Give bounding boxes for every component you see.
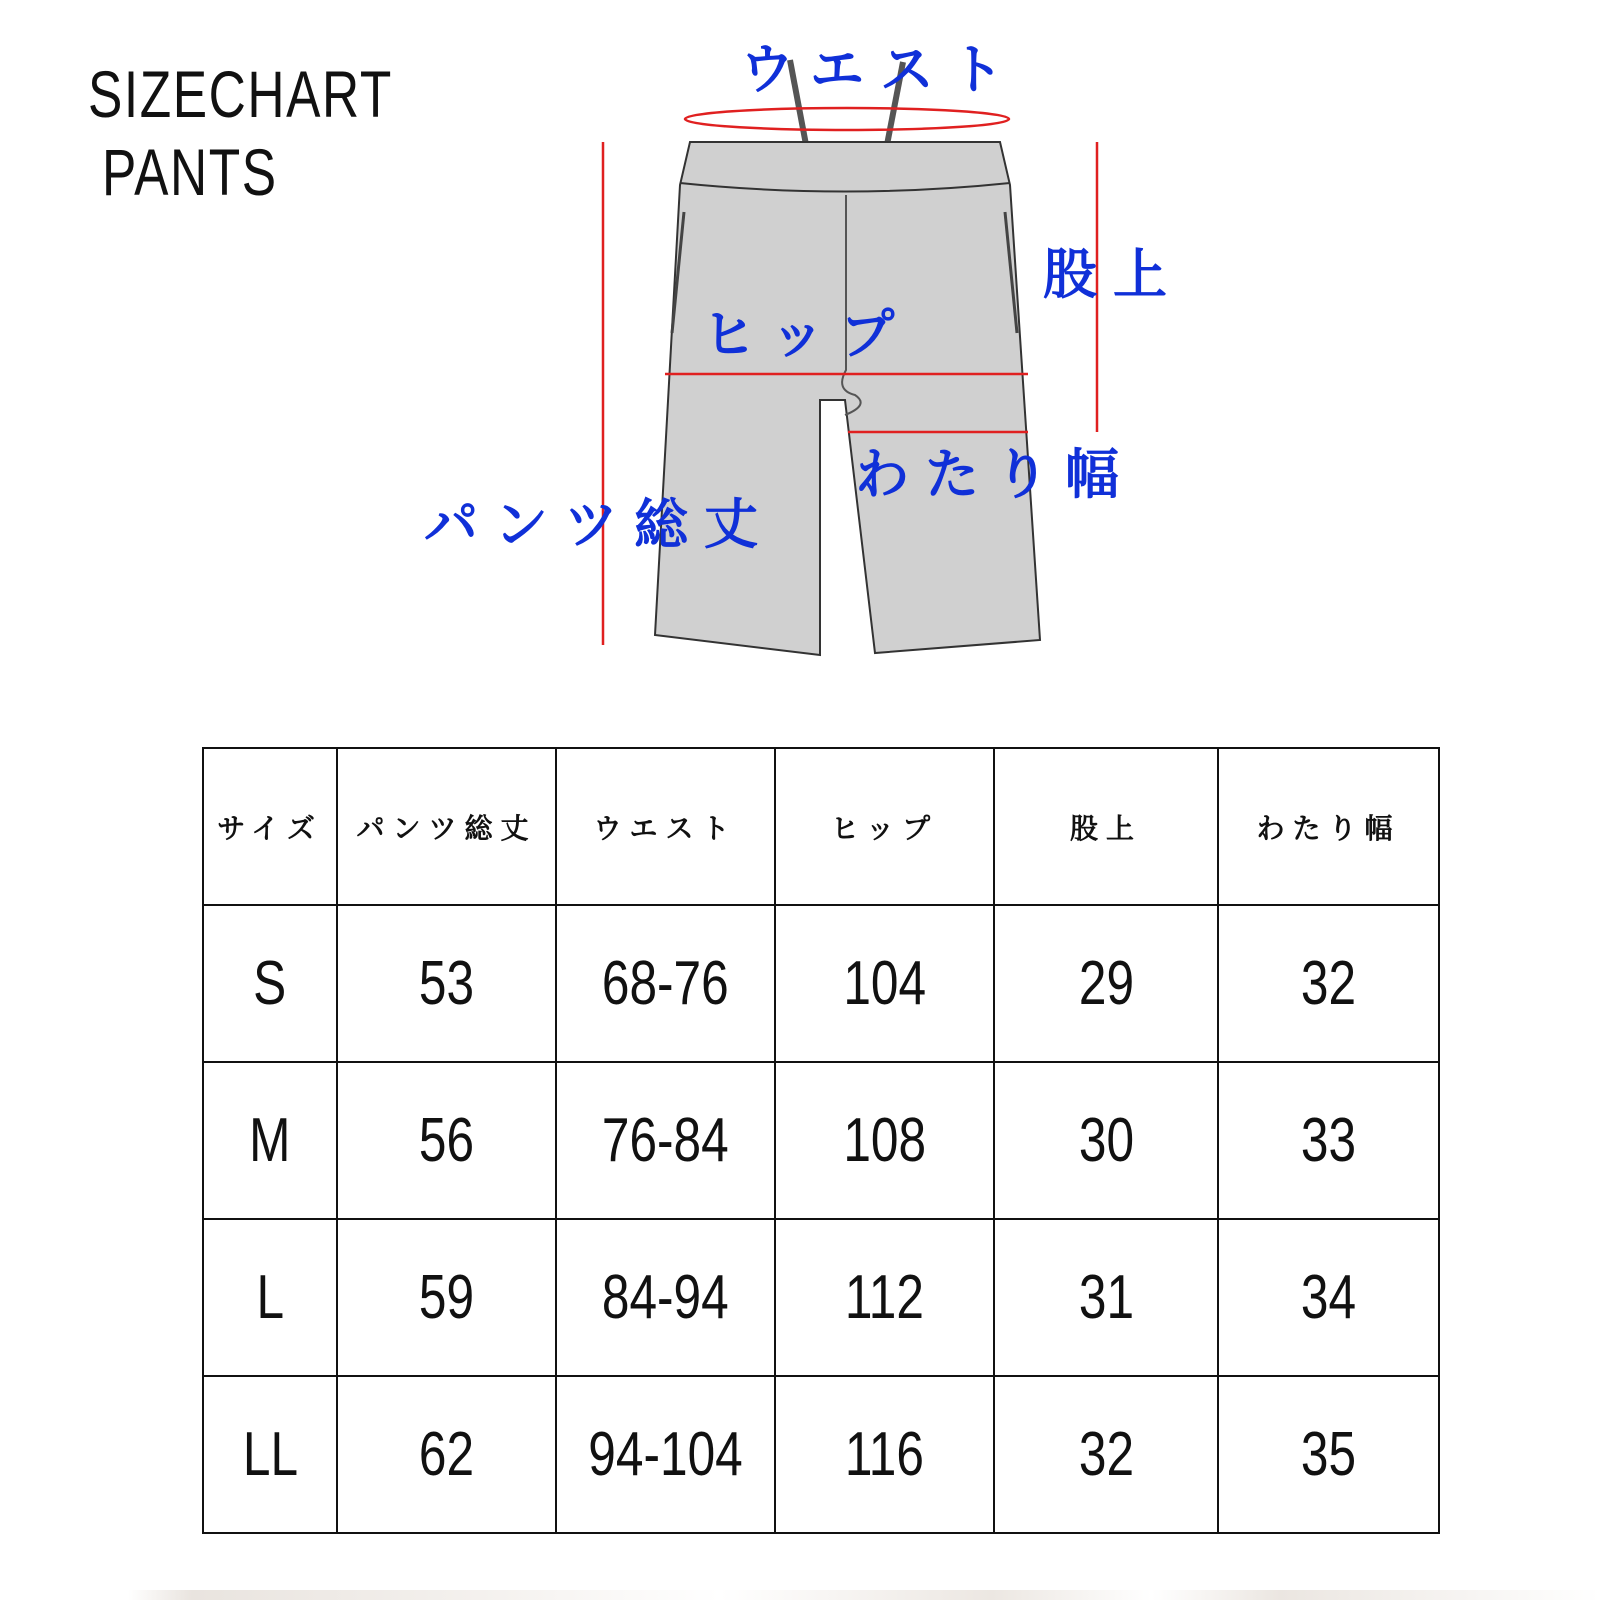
cell-waist: 68-76 — [602, 949, 729, 1018]
hip-label: ヒップ — [702, 303, 911, 366]
size-table — [202, 747, 1440, 1534]
cell-hip: 112 — [844, 1263, 925, 1332]
cell-rise: 31 — [1078, 1263, 1134, 1332]
cell-hip: 108 — [843, 1106, 926, 1175]
cell-rise: 32 — [1078, 1420, 1134, 1489]
rise-label: 股上 — [1043, 243, 1183, 306]
cell-size: M — [249, 1106, 291, 1175]
cell-thigh: 35 — [1300, 1420, 1357, 1489]
pants-body-icon — [655, 142, 1040, 655]
length-label: パンツ総丈 — [424, 493, 774, 556]
table-row — [203, 905, 1439, 1062]
cell-size: L — [256, 1263, 284, 1332]
waist-measure-line — [685, 108, 1009, 130]
cell-length: 53 — [418, 949, 475, 1018]
cell-thigh: 32 — [1300, 949, 1357, 1018]
cell-thigh: 33 — [1300, 1106, 1357, 1175]
header-rise: 股上 — [994, 748, 1218, 905]
cell-rise: 29 — [1078, 949, 1134, 1018]
cell-size: S — [253, 949, 287, 1018]
cell-length: 59 — [418, 1263, 475, 1332]
cell-size: LL — [242, 1420, 298, 1489]
table-row — [203, 1062, 1439, 1219]
header-thigh: わたり幅 — [1218, 748, 1439, 905]
cell-waist: 76-84 — [602, 1106, 729, 1175]
cell-length: 56 — [418, 1106, 475, 1175]
cell-thigh: 34 — [1300, 1263, 1357, 1332]
cell-waist: 94-104 — [588, 1420, 743, 1489]
header-length: パンツ総丈 — [337, 748, 556, 905]
table-row — [203, 1219, 1439, 1376]
table-row — [203, 1376, 1439, 1533]
header-size: サイズ — [203, 748, 337, 905]
table-header-row — [203, 748, 1439, 905]
header-waist: ウエスト — [556, 748, 775, 905]
title-line-1: SIZECHART — [88, 57, 393, 131]
thigh-label: わたり幅 — [855, 443, 1135, 506]
cell-hip: 104 — [843, 949, 926, 1018]
cell-length: 62 — [418, 1420, 475, 1489]
photo-strip — [0, 1590, 1600, 1600]
header-hip: ヒップ — [775, 748, 994, 905]
cell-hip: 116 — [844, 1420, 925, 1489]
cell-rise: 30 — [1078, 1106, 1134, 1175]
title-line-2: PANTS — [102, 135, 278, 209]
cell-waist: 84-94 — [602, 1263, 729, 1332]
waist-label: ウエスト — [740, 38, 1020, 101]
